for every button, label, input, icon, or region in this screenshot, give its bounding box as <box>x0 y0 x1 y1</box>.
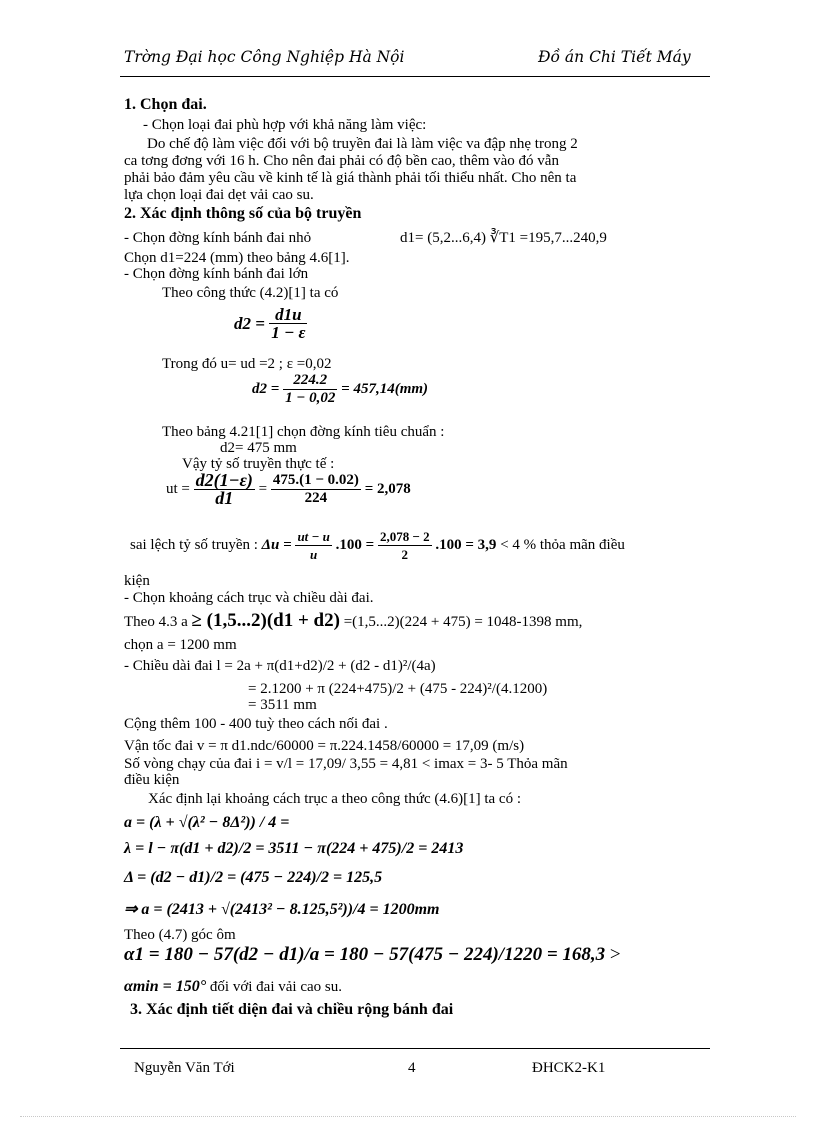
eq1-lhs: d2 = <box>234 314 265 333</box>
deviation-result: .100 = 3,9 <box>435 537 497 553</box>
choose-a: chọn a = 1200 mm <box>124 637 237 653</box>
paragraph-line: phải bảo đảm yêu cầu về kinh tế là giá thành phải tối thiểu nhất. Cho nên ta <box>124 170 577 186</box>
theo43-label: Theo 4.3 a <box>124 614 188 630</box>
equation-d2 <box>234 306 307 341</box>
deviation-tail: < 4 % thỏa mãn điều <box>500 537 625 553</box>
theo43-inequality: ≥ (1,5...2)(d1 + d2) <box>191 610 340 631</box>
header-school: Trờng Đại học Công Nghiệp Hà Nội <box>124 48 405 66</box>
footer-class: ĐHCK2-K1 <box>532 1060 606 1076</box>
eq2-fraction <box>283 372 337 407</box>
alpha1-gt: > <box>609 944 621 965</box>
formula-a: a = (λ + √(λ² − 8Δ²)) / 4 = <box>124 814 290 831</box>
section-2-title: 2. Xác định thông số của bộ truyền <box>124 205 362 222</box>
eq2-lhs: d2 = <box>252 381 280 397</box>
deviation-num-2: 2,078 − 2 <box>379 529 430 544</box>
theo43-line <box>124 612 582 631</box>
footer-author: Nguyễn Văn Tới <box>134 1060 235 1076</box>
velocity: Vận tốc đai v = π d1.ndc/60000 = π.224.1458/60000 = 17,09 (m/s) <box>124 738 525 754</box>
deviation-num-1: ut − u <box>297 529 330 544</box>
ut-num-2: 475.(1 − 0.02) <box>272 472 359 488</box>
length-formula: - Chiều dài đai l = 2a + π(d1+d2)/2 + (d2 - d1)²/(4a) <box>124 658 436 674</box>
formula-lambda: λ = l − π(d1 + d2)/2 = 3511 − π(224 + 475)/2 = 2413 <box>124 840 464 857</box>
paragraph-line: Do chế độ làm việc đối với bộ truyền đai là làm việc va đập nhẹ trong 2 <box>147 136 578 152</box>
ut-fraction-1 <box>194 472 255 507</box>
paragraph-line: lựa chọn loại đai dẹt vải cao su. <box>124 187 314 203</box>
length-result: = 3511 mm <box>248 697 317 713</box>
length-calc: = 2.1200 + π (224+475)/2 + (475 - 224)²/(4.1200) <box>248 681 548 697</box>
deviation-den-1: u <box>310 547 318 562</box>
deviation-line <box>130 528 625 563</box>
eq2-numerator: 224.2 <box>283 372 337 390</box>
alpha-min-tail: đối với đai vải cao su. <box>209 979 342 995</box>
footer-page-number: 4 <box>408 1060 416 1076</box>
wrap-label: Theo (4.7) góc ôm <box>124 927 236 943</box>
axis-label: - Chọn khoảng cách trục và chiều dài đai. <box>124 590 374 606</box>
recalc: Xác định lại khoảng cách trục a theo công thức (4.6)[1] ta có : <box>148 791 521 807</box>
ut-num-1: d2(1−ε) <box>195 470 253 490</box>
d1-formula: d1= (5,2...6,4) ∛T1 =195,7...240,9 <box>400 230 607 246</box>
deviation-label: sai lệch tỷ số truyền : <box>130 537 258 553</box>
ratio-intro: Vậy tỷ số truyền thực tế : <box>182 456 335 472</box>
kien: kiện <box>124 573 150 589</box>
alpha-min: αmin = 150° <box>124 978 207 995</box>
section-1-title: 1. Chọn đai. <box>124 96 207 113</box>
eq1-fraction <box>269 306 307 341</box>
eq1-numerator: d1u <box>269 306 307 324</box>
deviation-fraction-1 <box>295 528 331 563</box>
deviation-fraction-2 <box>378 528 432 563</box>
ut-den-2: 224 <box>304 490 328 506</box>
header-course: Đồ án Chi Tiết Máy <box>538 48 691 66</box>
d2-standard: d2= 475 mm <box>220 440 297 456</box>
alpha-min-line <box>124 978 342 996</box>
page-edge-dots <box>20 1116 796 1117</box>
d1-label: - Chọn đờng kính bánh đai nhỏ <box>124 230 312 246</box>
rounds-cont: điều kiện <box>124 772 180 788</box>
ut-den-1: d1 <box>215 488 234 508</box>
rounds: Số vòng chạy của đai i = v/l = 17,09/ 3,55 = 4,81 < imax = 3- 5 Thỏa mãn <box>124 756 568 772</box>
eq1-denominator: 1 − ε <box>271 323 306 342</box>
d2-theo: Theo công thức (4.2)[1] ta có <box>162 285 339 301</box>
formula-delta: Δ = (d2 − d1)/2 = (475 − 224)/2 = 125,5 <box>124 869 383 886</box>
theo43-rest: =(1,5...2)(224 + 475) = 1048-1398 mm, <box>343 614 583 630</box>
alpha1-formula: α1 = 180 − 57(d2 − d1)/a = 180 − 57(475 − 224)/1220 = 168,3 <box>124 944 606 965</box>
deviation-lhs: Δu = <box>261 537 292 553</box>
eq2-result: = 457,14(mm) <box>341 381 429 397</box>
ut-result: = 2,078 <box>364 481 411 497</box>
deviation-mid: .100 = <box>335 537 375 553</box>
add-length: Cộng thêm 100 - 400 tuỳ theo cách nối đai . <box>124 716 388 732</box>
d1-choose: Chọn d1=224 (mm) theo bảng 4.6[1]. <box>124 250 350 266</box>
alpha1-line <box>124 944 621 966</box>
paragraph-line: ca tơng đơng với 16 h. Cho nên đai phải có độ bền cao, thêm vào đó vẫn <box>124 153 559 169</box>
table-choose: Theo bảng 4.21[1] chọn đờng kính tiêu chuẩn : <box>162 424 445 440</box>
ut-fraction-2 <box>271 472 361 507</box>
definitions: Trong đó u= ud =2 ; ε =0,02 <box>162 356 332 372</box>
eq2-denominator: 1 − 0,02 <box>285 390 336 406</box>
equation-ut: ut = $\frac{d2(1-\varepsilon)}{d1}$ = $\frac{475.(1 - 0.02)}{224}$ = 2,078 <box>166 470 411 508</box>
deviation-den-2: 2 <box>401 547 409 562</box>
footer-rule <box>120 1048 710 1049</box>
section-3-title: 3. Xác định tiết diện đai và chiều rộng bánh đai <box>130 1001 454 1018</box>
header-rule <box>120 76 710 77</box>
formula-result: ⇒ a = (2413 + √(2413² − 8.125,5²))/4 = 1200mm <box>124 901 440 918</box>
d2-label: - Chọn đờng kính bánh đai lớn <box>124 266 309 282</box>
equation-d2-value <box>252 372 428 407</box>
paragraph-line: - Chọn loại đai phù hợp với khả năng làm việc: <box>143 117 427 133</box>
ut-lhs: ut = <box>166 481 190 497</box>
